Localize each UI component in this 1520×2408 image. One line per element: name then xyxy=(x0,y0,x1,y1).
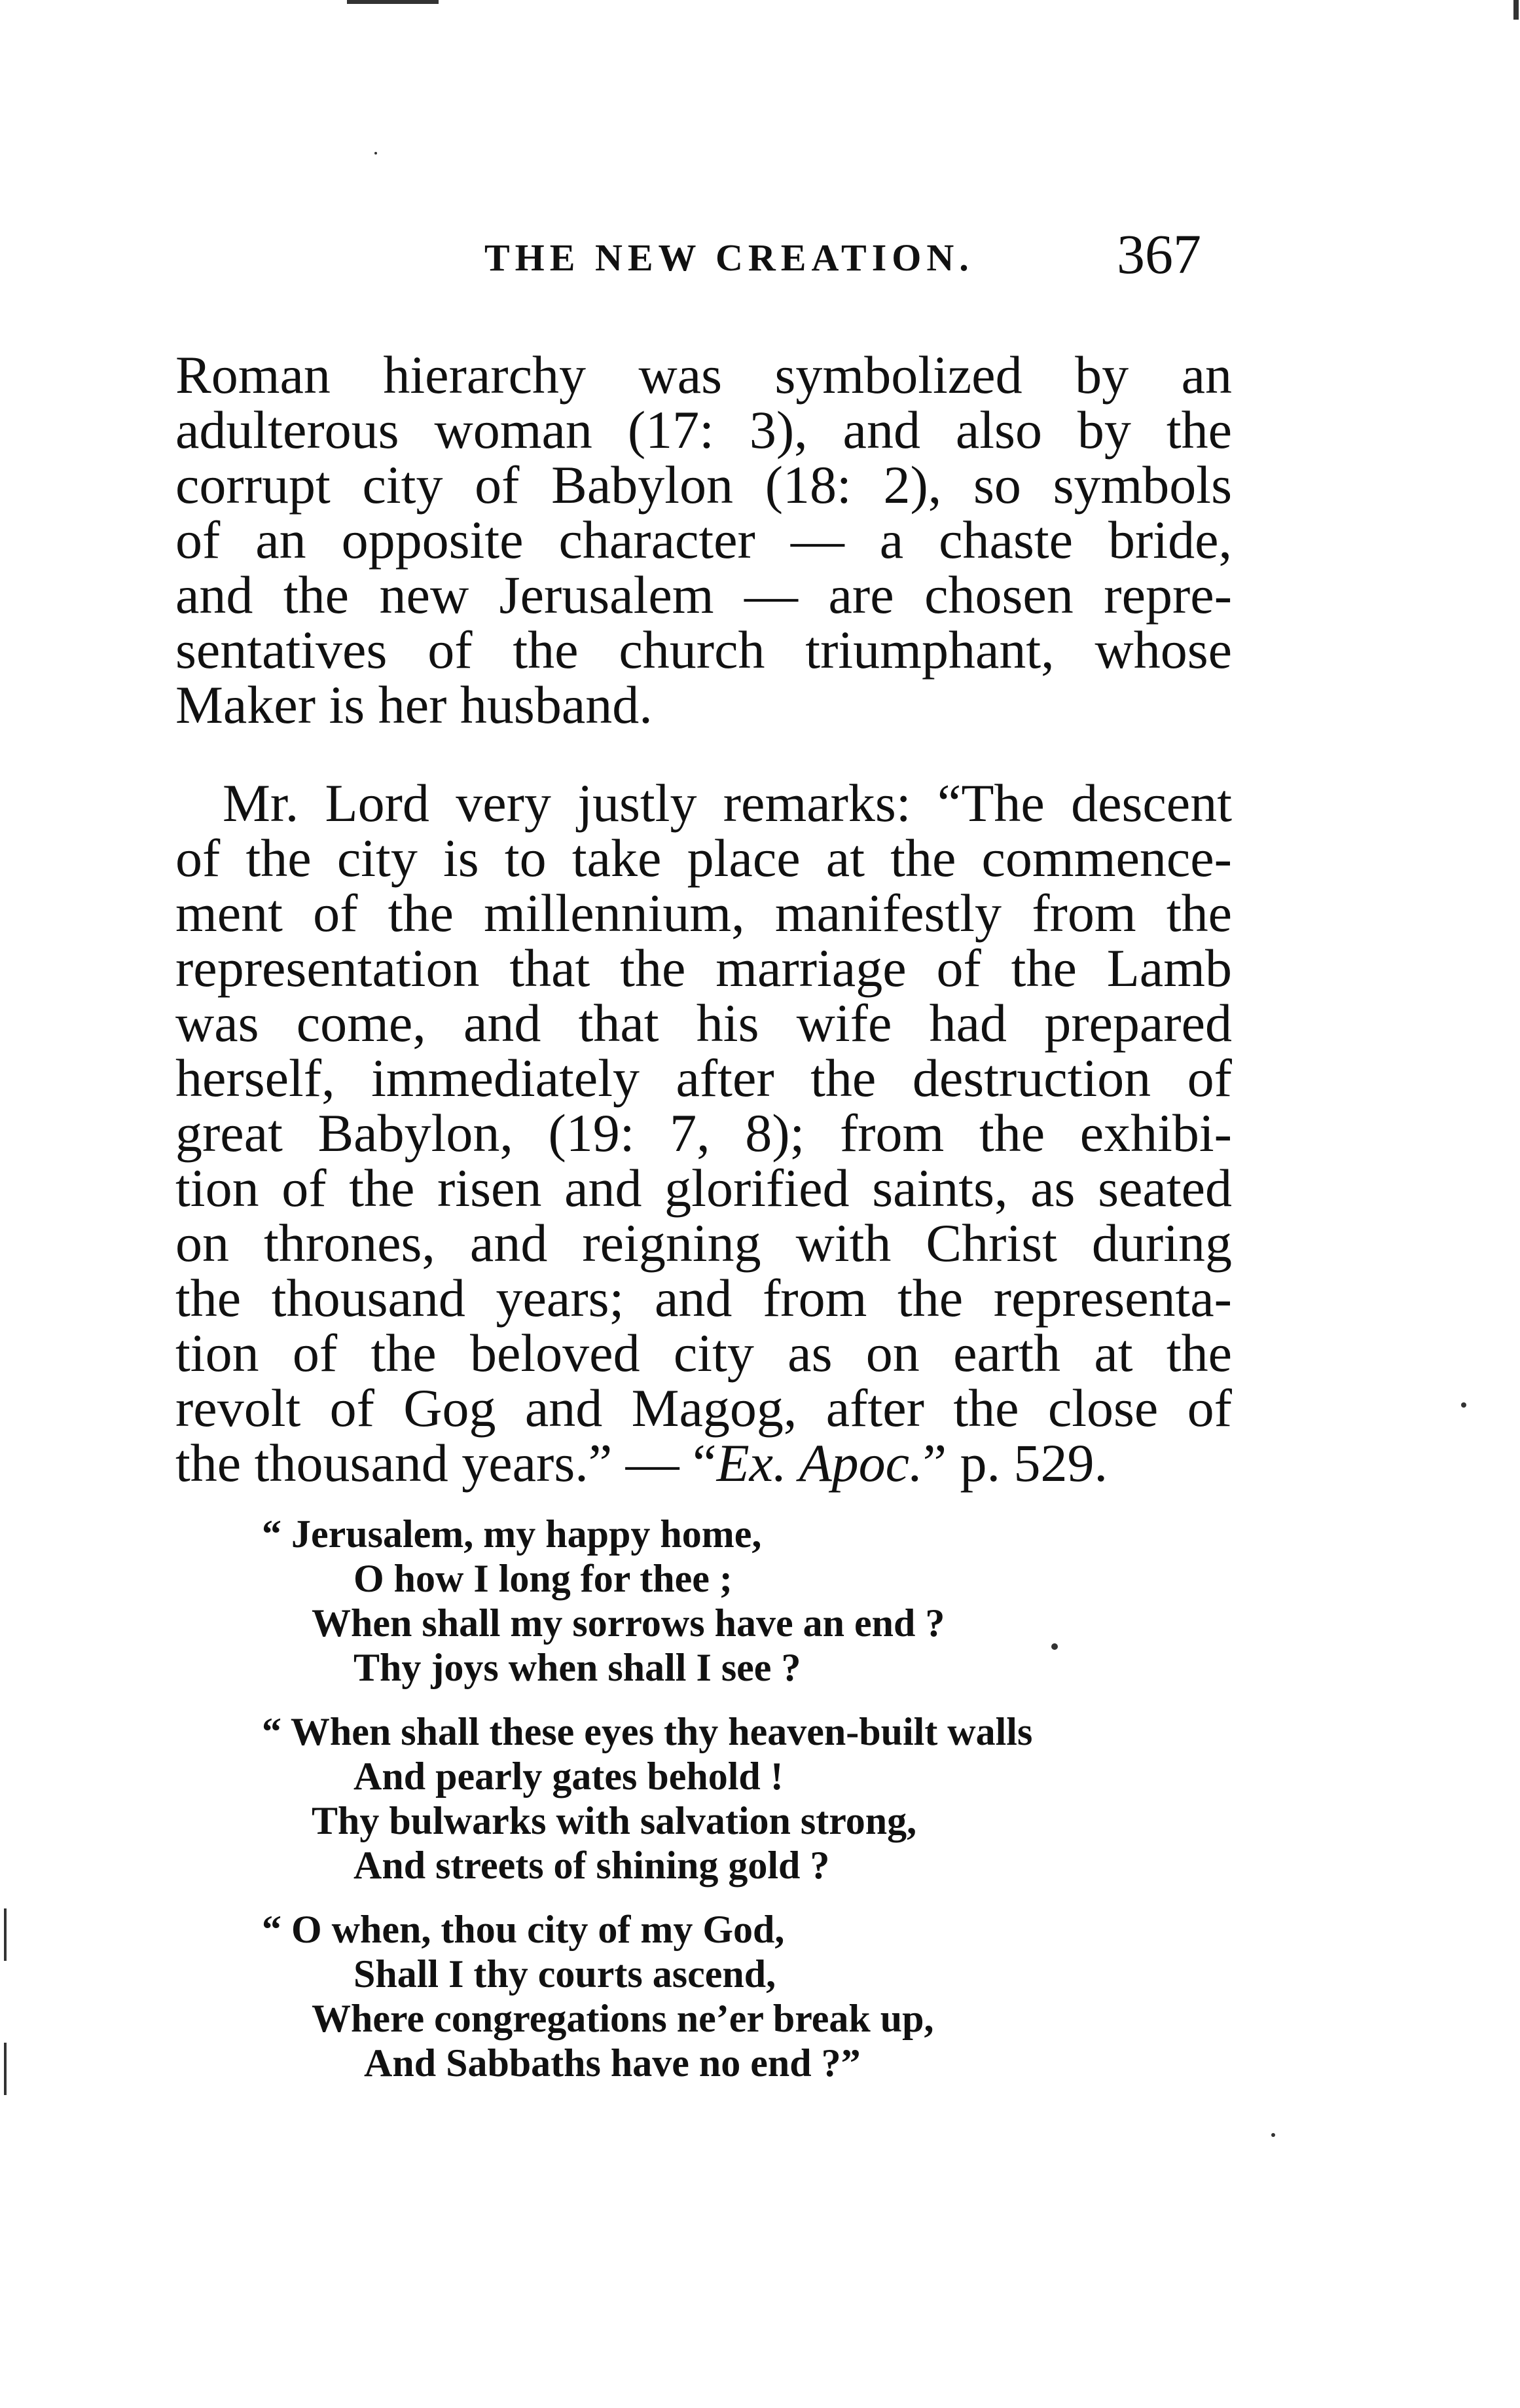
citation-title: Ex. Apoc. xyxy=(716,1433,923,1493)
page-number: 367 xyxy=(1117,223,1201,285)
running-title: THE NEW CREATION. xyxy=(484,236,974,279)
text-line: Maker is her husband. xyxy=(175,675,653,735)
text-line: ment of the millennium, manifestly from the xyxy=(175,883,1232,943)
verse-line: “ Jerusalem, my happy home, xyxy=(262,1512,762,1556)
verse-line: And Sabbaths have no end ?” xyxy=(364,2041,861,2085)
verse-line: Thy bulwarks with salvation strong, xyxy=(312,1799,917,1842)
speck xyxy=(374,152,377,155)
verse-line: When shall my sorrows have an end ? xyxy=(312,1601,945,1645)
text-line: Roman hierarchy was symbolized by an xyxy=(175,345,1232,405)
verse-line: “ When shall these eyes thy heaven-built walls xyxy=(262,1710,1033,1753)
verse-line: Thy joys when shall I see ? xyxy=(353,1646,801,1689)
speck xyxy=(1271,2133,1275,2137)
text-line: corrupt city of Babylon (18: 2), so symbols xyxy=(175,455,1232,515)
text-line: and the new Jerusalem — are chosen repre- xyxy=(175,565,1232,625)
text-line: adulterous woman (17: 3), and also by the xyxy=(175,400,1232,460)
text-line: tion of the risen and glorified saints, as seated xyxy=(175,1158,1232,1218)
text-line: of the city is to take place at the commence- xyxy=(175,828,1232,888)
text-line: representation that the marriage of the Lamb xyxy=(175,938,1232,998)
text-line: on thrones, and reigning with Christ during xyxy=(175,1213,1232,1273)
speck xyxy=(1461,1402,1466,1408)
text-line: herself, immediately after the destruction of xyxy=(175,1048,1232,1108)
citation-text-before: the thousand years.” — “ xyxy=(175,1433,717,1493)
speck xyxy=(1051,1643,1058,1650)
verse-line: “ O when, thou city of my God, xyxy=(262,1908,785,1951)
text-line: great Babylon, (19: 7, 8); from the exhibi- xyxy=(175,1103,1232,1163)
text-line: was come, and that his wife had prepared xyxy=(175,993,1232,1053)
text-line: tion of the beloved city as on earth at the xyxy=(175,1323,1232,1383)
scan-edge-mark xyxy=(4,2043,7,2095)
citation-line xyxy=(175,1434,1232,1493)
verse-line: And streets of shining gold ? xyxy=(353,1844,830,1887)
text-line: the thousand years; and from the representa- xyxy=(175,1268,1232,1328)
verse-line: Shall I thy courts ascend, xyxy=(353,1952,776,1996)
verse-line: O how I long for thee ; xyxy=(353,1557,733,1600)
verse-line: Where congregations ne’er break up, xyxy=(312,1997,934,2040)
scan-artifact xyxy=(347,0,439,4)
text-line: Mr. Lord very justly remarks: “The descent xyxy=(223,773,1232,833)
citation-text-after: ” p. 529. xyxy=(922,1433,1108,1493)
scan-artifact xyxy=(1513,0,1519,20)
text-line: sentatives of the church triumphant, whose xyxy=(175,620,1232,680)
scan-edge-mark xyxy=(4,1908,7,1961)
text-line: of an opposite character — a chaste bride, xyxy=(175,510,1232,570)
verse-line: And pearly gates behold ! xyxy=(353,1755,784,1798)
text-line: revolt of Gog and Magog, after the close of xyxy=(175,1378,1232,1438)
